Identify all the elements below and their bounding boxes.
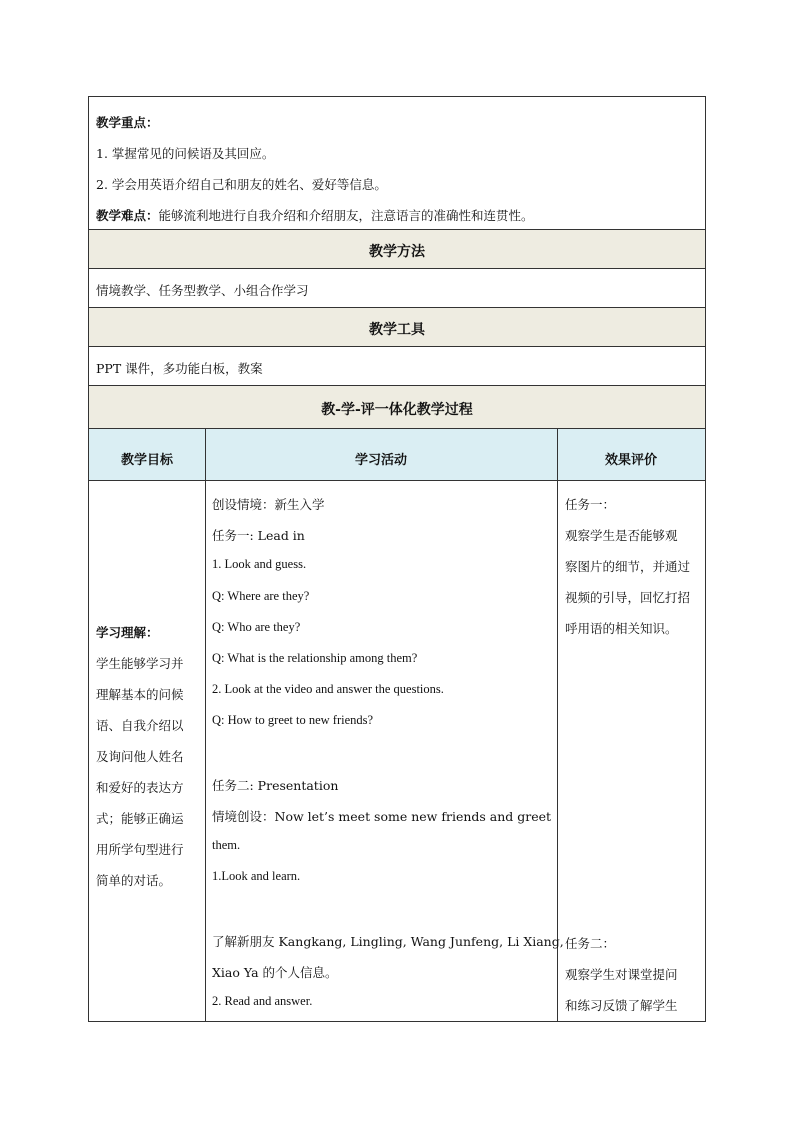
goal-line: 及询问他人姓名 [96,749,184,764]
activity-cell [205,481,564,1021]
process-body [89,481,705,1021]
header-evaluation: 效果评价 [604,453,657,468]
goal-line: 理解基本的问候 [96,687,184,702]
evaluation-line: 任务二： [565,936,616,951]
tools-content [89,347,705,386]
evaluation-line: 观察学生对课堂提问 [565,967,678,982]
activity-line: Q: Who are they? [212,619,301,634]
activity-line: 创设情境：新生入学 [212,497,325,512]
focus-item-2: 2. 学会用英语介绍自己和朋友的姓名、爱好等信息。 [96,177,387,192]
evaluation-line: 察图片的细节，并通过 [565,559,691,574]
methods-header [89,230,705,269]
activity-line: 1.Look and learn. [212,869,301,884]
process-header [89,386,705,429]
activity-line: Q: What is the relationship among them? [212,651,418,665]
activity-line: Q: How to greet to new friends? [212,713,374,728]
methods-title: 教学方法 [369,244,425,260]
evaluation-cell [557,481,705,1021]
goal-line: 简单的对话。 [96,873,172,888]
evaluation-line: 视频的引导，回忆打招 [565,590,691,605]
header-goal: 教学目标 [120,453,173,468]
evaluation-line: 呼用语的相关知识。 [565,621,678,636]
focus-item-1: 1. 掌握常见的问候语及其回应。 [96,146,275,161]
activity-line: 情境创设：Now let’s meet some new friends and greet [212,809,552,824]
evaluation-line: 任务一： [565,497,616,512]
goal-line: 学生能够学习并 [96,656,184,671]
activity-line: 任务二: Presentation [212,777,339,793]
evaluation-line: 观察学生是否能够观 [565,528,678,543]
focus-section [89,97,705,230]
header-activity: 学习活动 [354,453,407,468]
activity-line: 任务一: Lead in [212,528,305,544]
difficulty-line [96,206,534,224]
lesson-plan-table [88,96,706,1022]
activity-line: 2. Look at the video and answer the questions. [212,682,444,697]
goal-line: 式；能够正确运 [96,811,184,826]
evaluation-line: 和练习反馈了解学生 [565,998,678,1013]
process-column-headers [89,429,705,481]
goal-line: 语、自我介绍以 [96,718,184,733]
activity-line: 了解新朋友 Kangkang, Lingling, Wang Junfeng, Li Xiang, [212,933,564,949]
activity-line: them. [212,838,241,853]
tools-title: 教学工具 [369,322,425,338]
methods-content [89,269,705,308]
process-title: 教-学-评一体化教学过程 [321,402,473,418]
difficulty-text: 能够流利地进行自我介绍和介绍朋友，注意语言的准确性和连贯性。 [158,208,534,223]
goal-label: 学习理解： [96,625,159,640]
activity-line: 1. Look and guess. [212,557,307,572]
goal-line: 和爱好的表达方 [96,780,184,795]
tools-header [89,308,705,347]
goal-cell [89,481,205,1021]
activity-line: Xiao Ya 的个人信息。 [212,965,338,980]
methods-text: 情境教学、任务型教学、小组合作学习 [96,283,309,298]
difficulty-label: 教学难点： [96,208,159,223]
activity-line: 2. Read and answer. [212,994,313,1009]
tools-text: PPT 课件，多功能白板，教案 [96,361,263,376]
goal-line: 用所学句型进行 [96,842,184,857]
focus-label: 教学重点： [96,115,159,130]
activity-line: Q: Where are they? [212,588,310,603]
